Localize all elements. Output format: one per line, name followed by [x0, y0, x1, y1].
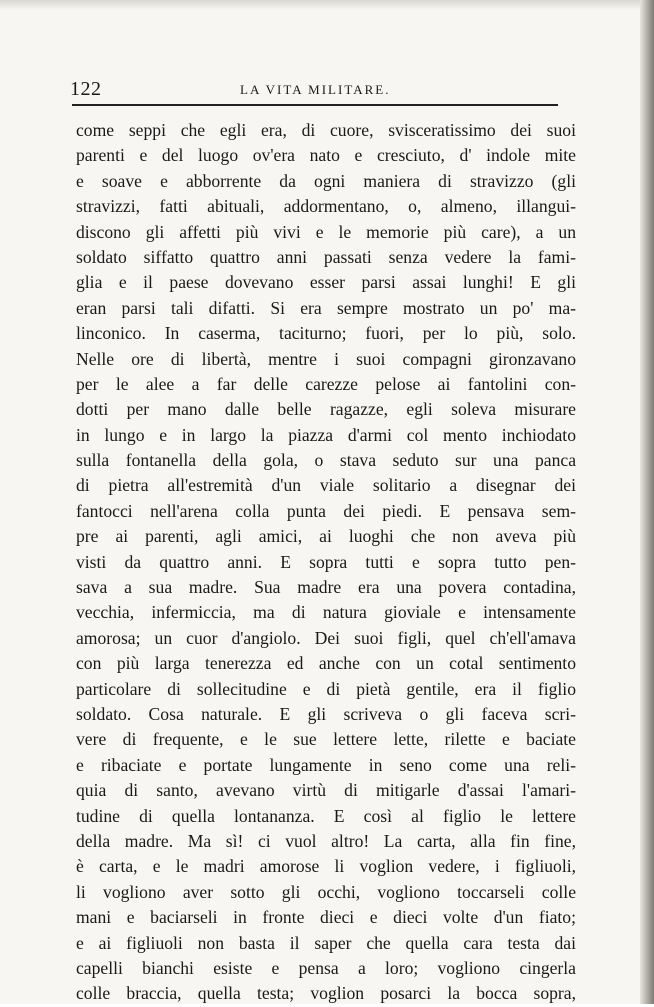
text-line: con più larga tenerezza ed anche con un cotal sentimento	[76, 653, 576, 674]
page-header	[70, 78, 570, 100]
text-line: linconico. In caserma, taciturno; fuori, per lo più, solo.	[76, 323, 576, 344]
text-line: vere di frequente, e le sue lettere lette, rilette e baciate	[76, 729, 576, 750]
text-line: amorosa; un cuor d'angiolo. Dei suoi figli, quel ch'ell'amava	[76, 627, 576, 648]
text-line: soldato. Cosa naturale. E gli scriveva o gli faceva scri-	[76, 703, 576, 724]
text-line: vecchia, infermiccia, ma di natura gioviale e intensamente	[76, 602, 576, 623]
text-line: li vogliono aver sotto gli occhi, vogliono toccarseli colle	[76, 881, 576, 902]
text-line: per le alee a far delle carezze pelose ai fantolini con-	[76, 373, 576, 394]
text-line: sulla fontanella della gola, o stava seduto sur una panca	[76, 450, 576, 471]
text-line: visti da quattro anni. E sopra tutti e sopra tutto pen-	[76, 551, 576, 572]
text-line: sava a sua madre. Sua madre era una povera contadina,	[76, 577, 576, 598]
text-line: stravizzi, fatti abituali, addormentano, o, almeno, illangui-	[76, 196, 576, 217]
text-line: mani e baciarseli in fronte dieci e dieci volte d'un fiato;	[76, 907, 576, 928]
text-line: eran parsi tali difatti. Si era sempre mostrato un po' ma-	[76, 297, 576, 318]
text-line: della madre. Ma sì! ci vuol altro! La carta, alla fin fine,	[76, 830, 576, 851]
text-line: capelli bianchi esiste e pensa a loro; vogliono cingerla	[76, 957, 576, 978]
text-line: colle braccia, quella testa; voglion posarci la bocca sopra,	[76, 983, 576, 1004]
text-line: dotti per mano dalle belle ragazze, egli soleva misurare	[76, 399, 576, 420]
text-line: di pietra all'estremità d'un viale solitario a disegnar dei	[76, 475, 576, 496]
text-line: come seppi che egli era, di cuore, svisceratissimo dei suoi	[76, 120, 576, 140]
text-line: quia di santo, avevano virtù di mitigarle d'assai l'amari-	[76, 780, 576, 801]
page-top-shadow	[0, 0, 654, 10]
text-line: e ribaciate e portate lungamente in seno come una reli-	[76, 754, 576, 775]
text-line: è carta, e le madri amorose li voglion vedere, i figliuoli,	[76, 856, 576, 877]
text-line: e ai figliuoli non basta il saper che quella cara testa dai	[76, 932, 576, 953]
text-line: parenti e del luogo ov'era nato e cresciuto, d' indole mite	[76, 145, 576, 166]
text-line: fantocci nell'arena colla punta dei piedi. E pensava sem-	[76, 500, 576, 521]
header-rule	[72, 104, 558, 106]
body-text	[76, 118, 576, 1007]
text-line: Nelle ore di libertà, mentre i suoi compagni gironzavano	[76, 348, 576, 369]
text-line: pre ai parenti, agli amici, ai luoghi che non aveva più	[76, 526, 576, 547]
running-title: LA VITA MILITARE.	[240, 82, 391, 97]
page-right-edge	[640, 0, 654, 1004]
text-line: soldato siffatto quattro anni passati senza vedere la fami-	[76, 246, 576, 267]
text-line: tudine di quella lontananza. E così al figlio le lettere	[76, 805, 576, 826]
page-number: 122	[70, 78, 102, 100]
text-line: particolare di sollecitudine e di pietà gentile, era il figlio	[76, 678, 576, 699]
text-line: in lungo e in largo la piazza d'armi col mento inchiodato	[76, 424, 576, 445]
text-line: e soave e abborrente da ogni maniera di stravizzo (gli	[76, 170, 576, 191]
text-line: discono gli affetti più vivi e le memorie più care), a un	[76, 221, 576, 242]
text-line: glia e il paese dovevano esser parsi assai lunghi! E gli	[76, 272, 576, 293]
